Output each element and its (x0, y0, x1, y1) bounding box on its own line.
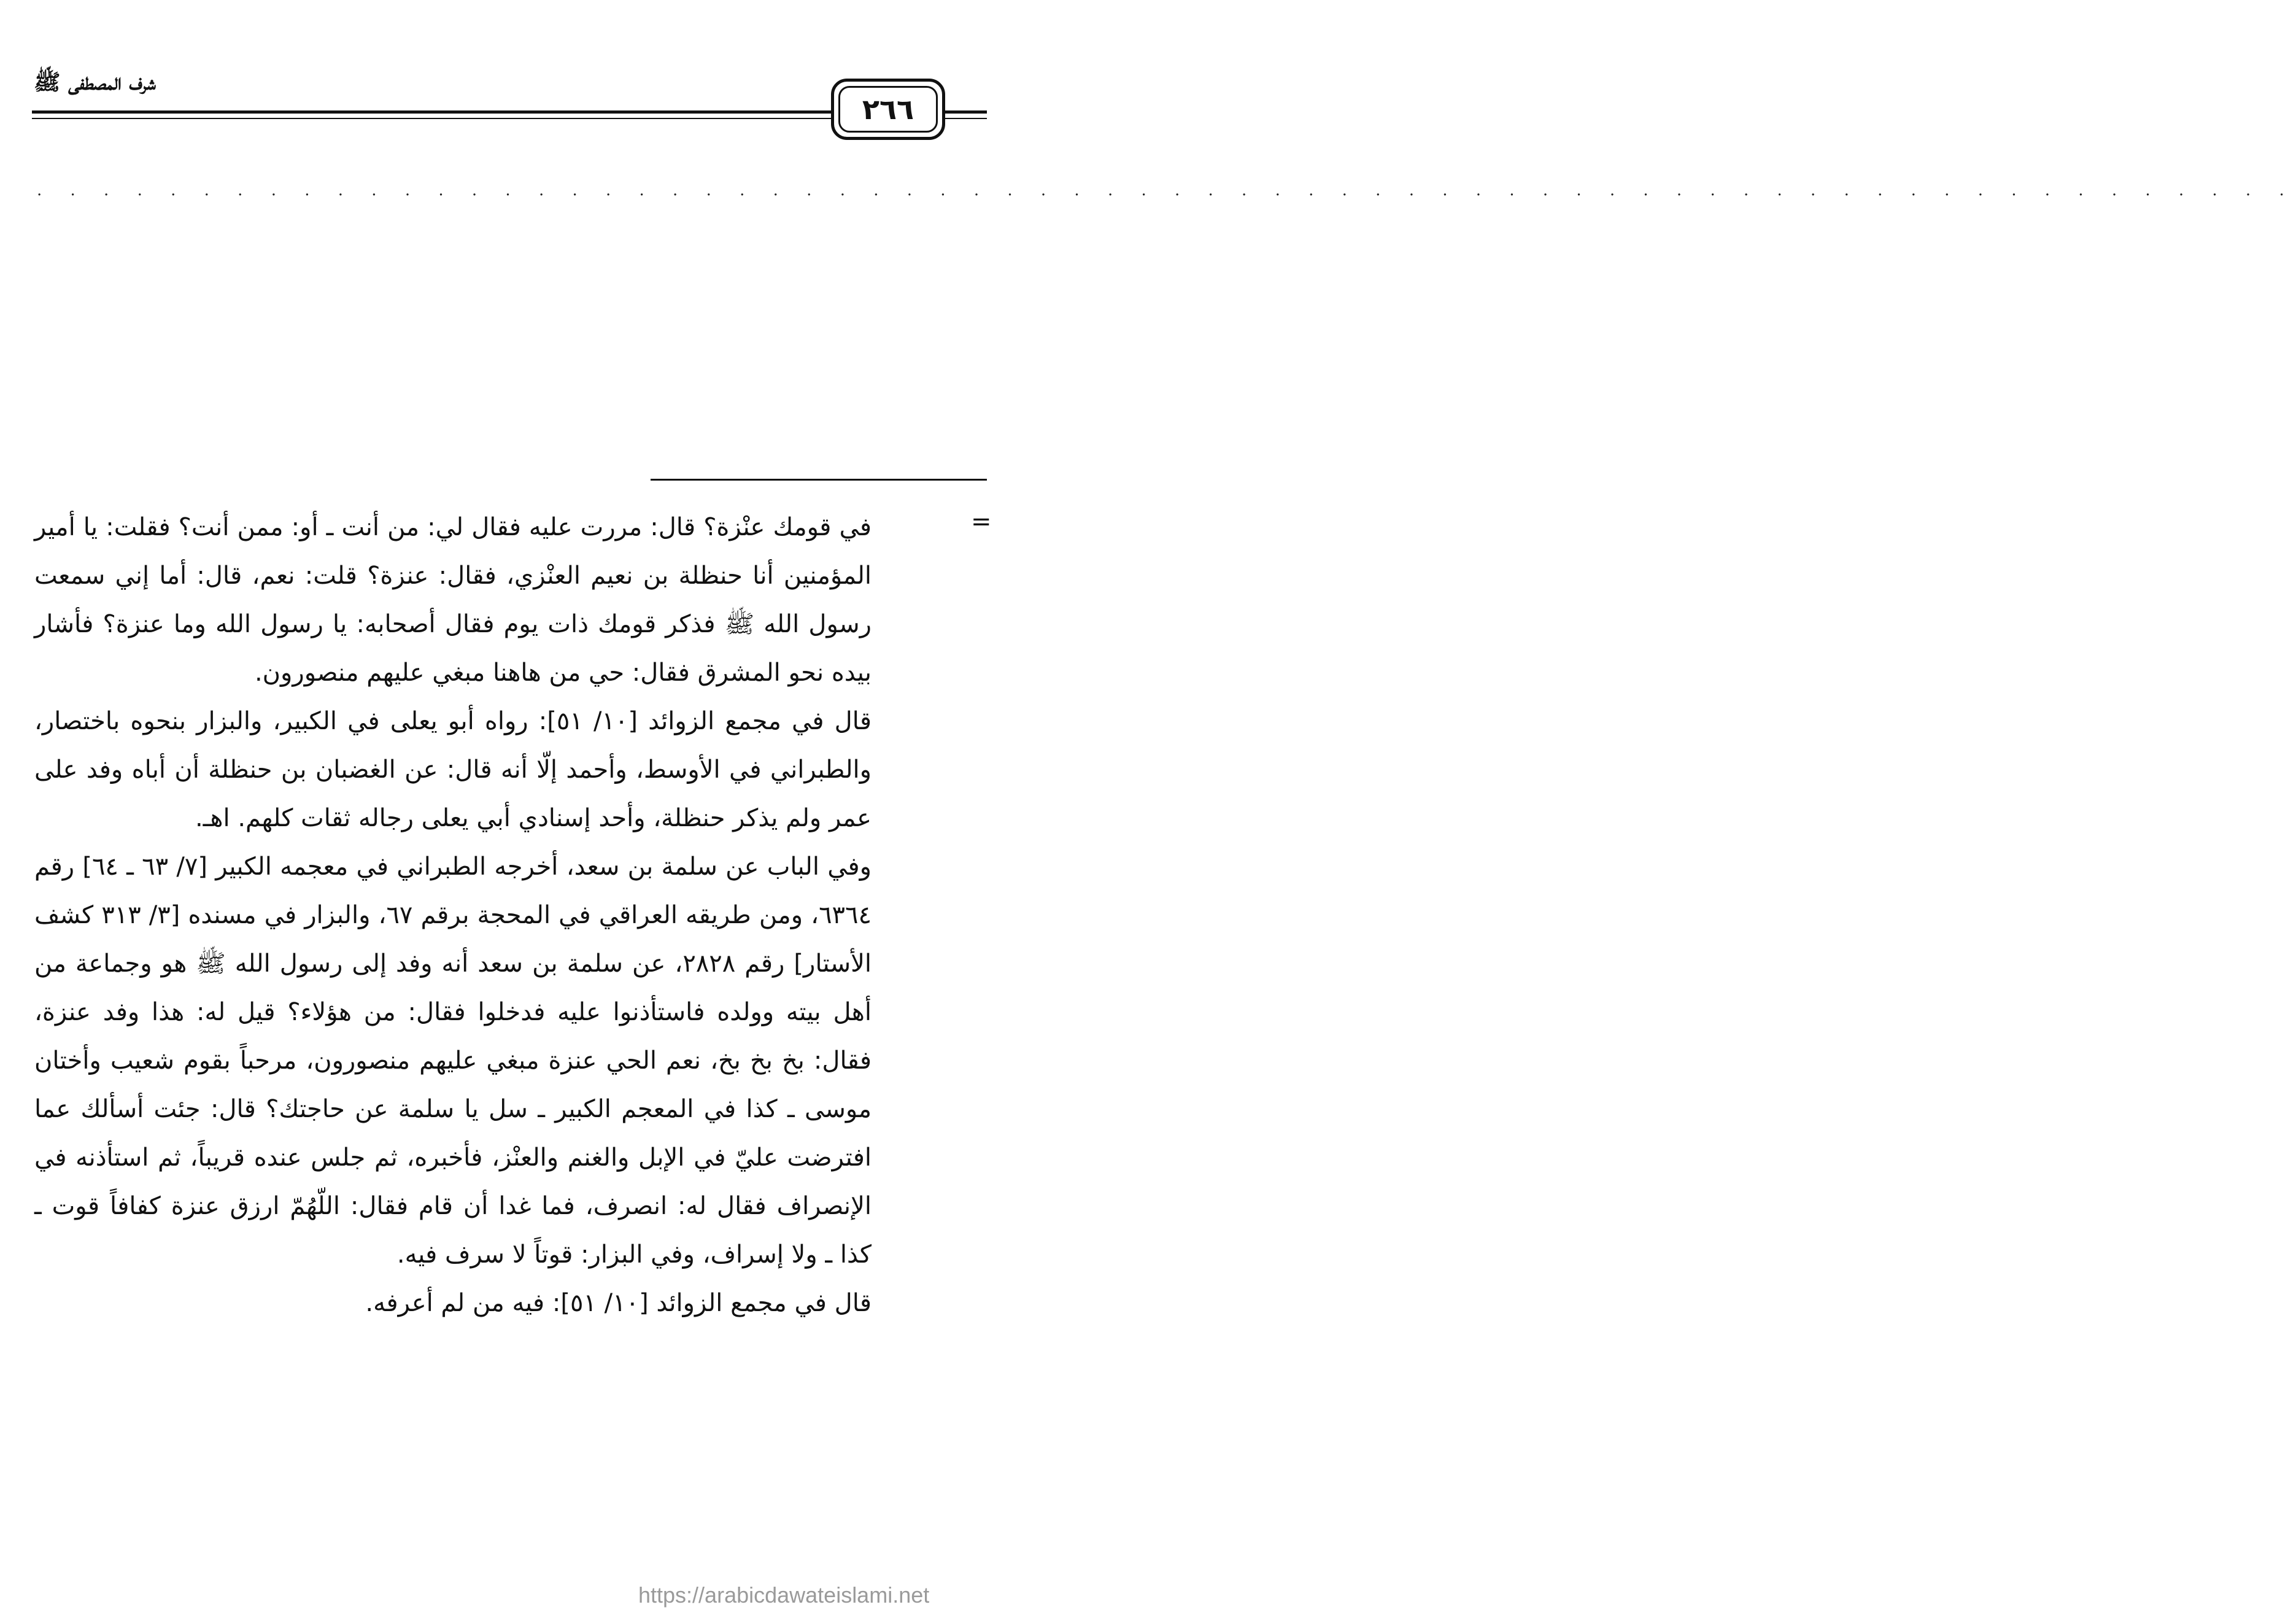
footnote-paragraph: في قومك عنْزة؟ قال: مررت عليه فقال لي: من أنت ـ أو: ممن أنت؟ فقلت: يا أمير المؤمنين أنا حنظلة بن نعيم العنْزي، فقال: عنزة؟ قلت: نعم، قال: أما إني سمعت رسول الله ﷺ فذكر قومك ذات يوم فقال أصحابه: يا رسول الله وما عنزة؟ فأشار بيده نحو المشرق فقال: حي من هاهنا مبغي عليهم منصورون. (34, 513, 872, 687)
footnote-paragraph: وفي الباب عن سلمة بن سعد، أخرجه الطبراني في معجمه الكبير [٧/ ٦٣ ـ ٦٤] رقم ٦٣٦٤، ومن طريقه العراقي في المحجة برقم ٦٧، والبزار في مسنده [٣/ ٣١٣ كشف الأستار] رقم ٢٨٢٨، عن سلمة بن سعد أنه وفد إلى رسول الله ﷺ هو وجماعة من أهل بيته وولده فاستأذنوا عليه فدخلوا فقال: من هؤلاء؟ قيل له: هذا وفد عنزة، فقال: بخ بخ بخ، نعم الحي عنزة مبغي عليهم منصورون، مرحباً بقوم شعيب وأختان موسى ـ كذا في المعجم الكبير ـ سل يا سلمة عن حاجتك؟ قال: جئت أسألك عما افترضت عليّ في الإبل والغنم والعنْز، فأخبره، ثم جلس عنده قريباً، ثم استأذنه في الإنصراف فقال له: انصرف، فما غدا أن قام فقال: اللّهُمّ ارزق عنزة كفافاً قوت ـ كذا ـ ولا إسراف، وفي البزار: قوتاً لا سرف فيه. (34, 853, 872, 1269)
page-number: ٢٦٦ (862, 93, 914, 126)
footnote-rule (651, 479, 987, 481)
header-rule-right-thin (945, 118, 987, 119)
footnote-continuation-mark: = (971, 508, 992, 536)
page-header (0, 0, 1084, 147)
footnote-paragraph: قال في مجمع الزوائد [١٠/ ٥١]: رواه أبو يعلى في الكبير، والبزار بنحوه باختصار، والطبراني في الأوسط، وأحمد إلّا أنه قال: عن الغضبان بن حنظلة أن أباه وفد على عمر ولم يذكر حنظلة، وأحد إسنادي أبي يعلى رجاله ثقات كلهم. اهـ. (34, 707, 872, 832)
footnote-text (34, 503, 872, 1328)
footnote-paragraph: قال في مجمع الزوائد [١٠/ ٥١]: فيه من لم أعرفه. (365, 1289, 872, 1317)
book-title: شرف المصطفى ﷺ (34, 69, 156, 95)
header-rule-thick (32, 110, 831, 114)
header-rule-right-thick (945, 110, 987, 114)
dotted-separator: . . . . . . . . . . . . . . . . . . . . . . . . . . . . . . . . . . . . . . . . . . . . . . . . . . . . . . . . . . . . . . . . . . . . (37, 181, 2296, 199)
header-rule-thin (32, 118, 831, 119)
page-number-inner-frame (838, 86, 938, 133)
page-number-frame (831, 79, 945, 140)
watermark-url: https://arabicdawateislami.net (638, 1582, 930, 1608)
